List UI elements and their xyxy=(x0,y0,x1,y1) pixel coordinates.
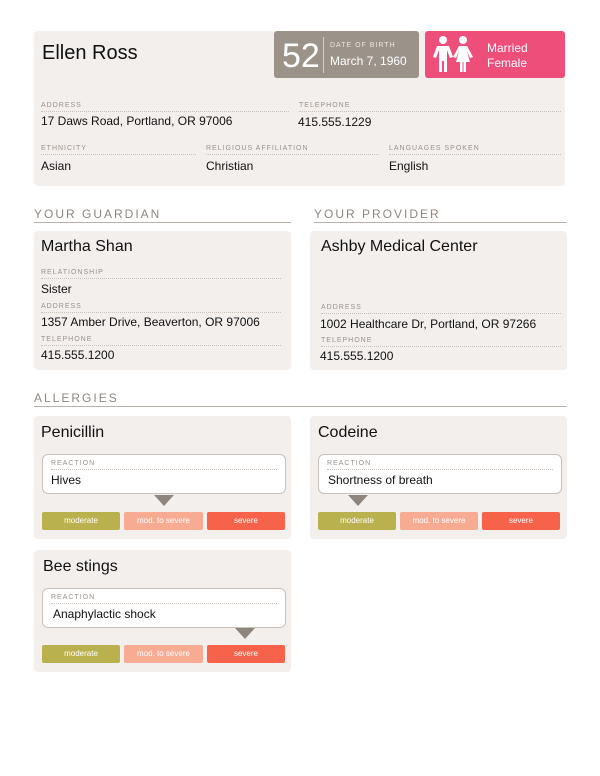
man-woman-icon xyxy=(431,35,475,73)
allergy-name: Penicillin xyxy=(41,424,105,441)
provider-telephone-value: 415.555.1200 xyxy=(320,349,394,363)
dob-label: DATE OF BIRTH xyxy=(330,42,396,49)
address-label: ADDRESS xyxy=(41,102,82,109)
severity-severe: severe xyxy=(207,512,285,530)
guardian-address-value: 1357 Amber Drive, Beaverton, OR 97006 xyxy=(41,315,260,329)
severity-moderate: moderate xyxy=(318,512,396,530)
severity-mod-to-severe: mod. to severe xyxy=(400,512,478,530)
severity-pointer xyxy=(235,628,255,639)
telephone-label: TELEPHONE xyxy=(299,102,351,109)
ethnicity-value: Asian xyxy=(41,159,72,173)
reaction-value: Shortness of breath xyxy=(328,473,433,487)
reaction-box xyxy=(42,588,286,628)
divider xyxy=(41,111,289,112)
guardian-telephone-label: TELEPHONE xyxy=(41,336,93,343)
allergy-card xyxy=(34,550,291,672)
reaction-box xyxy=(42,454,286,494)
divider xyxy=(321,313,561,314)
provider-telephone-label: TELEPHONE xyxy=(321,337,373,344)
guardian-card xyxy=(34,231,291,370)
age-dob-badge xyxy=(274,31,419,78)
religion-label: RELIGIOUS AFFILIATION xyxy=(206,145,309,152)
reaction-value: Anaphylactic shock xyxy=(53,607,156,621)
telephone-value: 415.555.1229 xyxy=(298,115,372,129)
severity-severe: severe xyxy=(482,512,560,530)
section-divider xyxy=(34,406,567,407)
allergies-section-title: ALLERGIES xyxy=(34,391,119,405)
allergy-card xyxy=(34,416,291,539)
severity-pointer xyxy=(154,495,174,506)
divider xyxy=(41,154,196,155)
age-value: 52 xyxy=(282,37,320,75)
provider-address-value: 1002 Healthcare Dr, Portland, OR 97266 xyxy=(320,317,537,331)
ethnicity-label: ETHNICITY xyxy=(41,145,87,152)
divider xyxy=(41,345,281,346)
divider xyxy=(51,469,277,470)
section-divider xyxy=(34,222,291,223)
divider xyxy=(327,469,553,470)
divider xyxy=(321,346,561,347)
guardian-name: Martha Shan xyxy=(41,238,133,255)
divider xyxy=(41,312,281,313)
reaction-value: Hives xyxy=(51,473,82,487)
guardian-telephone-value: 415.555.1200 xyxy=(41,348,115,362)
patient-name: Ellen Ross xyxy=(42,42,138,64)
religion-value: Christian xyxy=(206,159,254,173)
reaction-label: REACTION xyxy=(51,460,96,467)
severity-severe: severe xyxy=(207,645,285,663)
dob-value: March 7, 1960 xyxy=(330,54,407,68)
section-divider xyxy=(314,222,567,223)
languages-label: LANGUAGES SPOKEN xyxy=(389,145,480,152)
gender: Female xyxy=(487,56,528,70)
guardian-section-title: YOUR GUARDIAN xyxy=(34,207,162,221)
allergy-name: Codeine xyxy=(318,424,378,441)
severity-mod-to-severe: mod. to severe xyxy=(124,645,203,663)
allergy-name: Bee stings xyxy=(43,558,118,575)
severity-moderate: moderate xyxy=(42,645,120,663)
severity-mod-to-severe: mod. to severe xyxy=(124,512,203,530)
divider xyxy=(206,154,379,155)
divider xyxy=(51,603,277,604)
divider xyxy=(299,111,561,112)
provider-name: Ashby Medical Center xyxy=(321,238,478,255)
divider xyxy=(323,37,324,73)
provider-address-label: ADDRESS xyxy=(321,304,362,311)
relationship-label: RELATIONSHIP xyxy=(41,269,104,276)
severity-moderate: moderate xyxy=(42,512,120,530)
languages-value: English xyxy=(389,159,429,173)
guardian-address-label: ADDRESS xyxy=(41,303,82,310)
provider-section-title: YOUR PROVIDER xyxy=(314,207,441,221)
reaction-box xyxy=(318,454,562,494)
divider xyxy=(389,154,561,155)
severity-pointer xyxy=(348,495,368,506)
allergy-card xyxy=(310,416,567,539)
reaction-label: REACTION xyxy=(51,594,96,601)
address-value: 17 Daws Road, Portland, OR 97006 xyxy=(41,114,233,128)
marital-status: Married xyxy=(487,41,528,55)
marital-gender-badge xyxy=(425,31,565,78)
relationship-value: Sister xyxy=(41,282,72,296)
divider xyxy=(41,278,281,279)
provider-card xyxy=(310,231,567,370)
reaction-label: REACTION xyxy=(327,460,372,467)
